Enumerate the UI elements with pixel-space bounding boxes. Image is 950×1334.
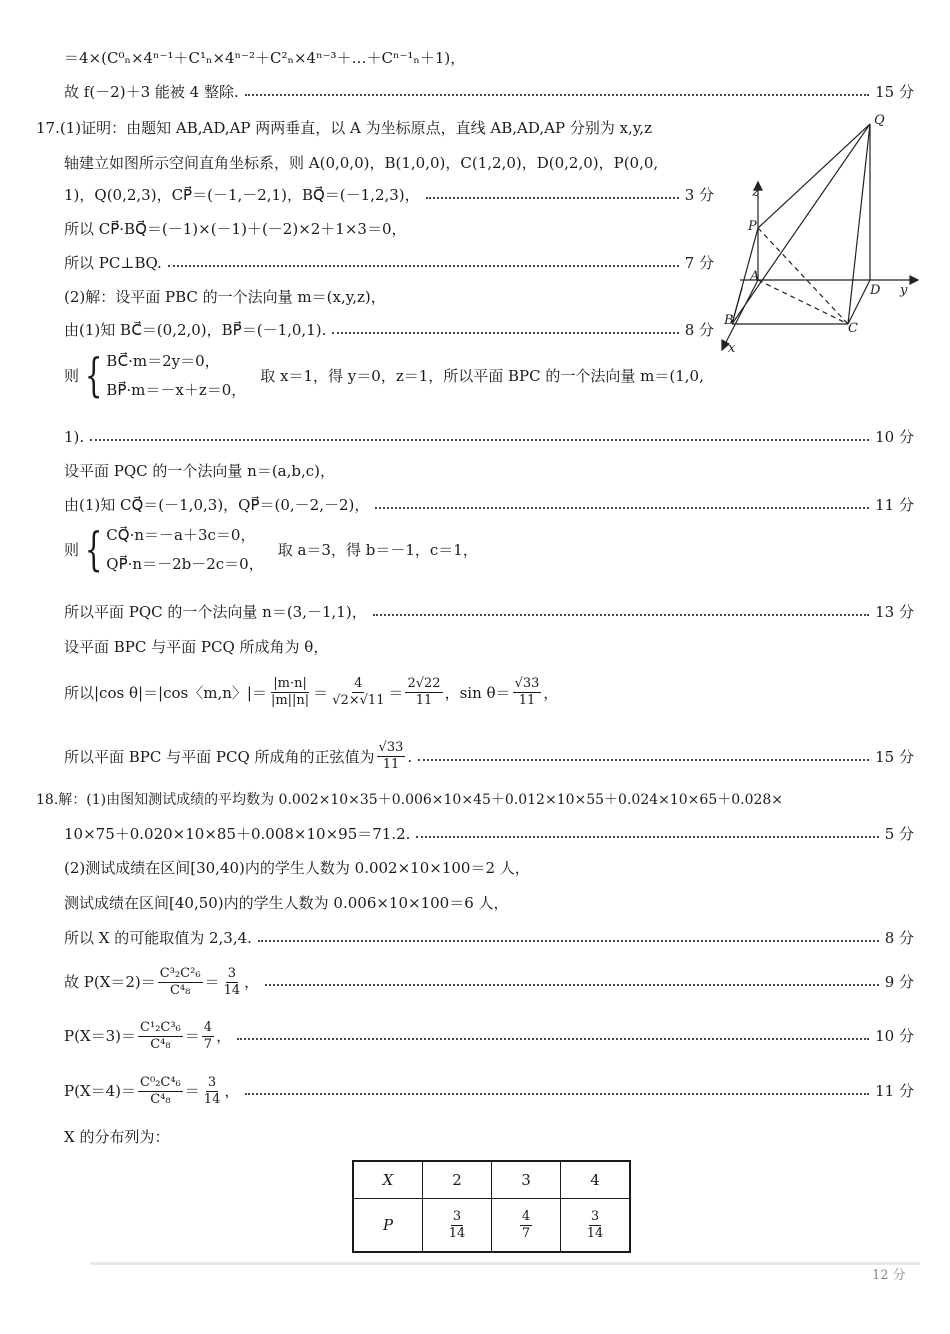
q17-line-6: (2)解：设平面 PBC 的一个法向量 m＝(x,y,z)， bbox=[64, 288, 386, 306]
fraction: $\frac{2√22}{11}$ bbox=[407, 676, 441, 708]
fraction: $\frac{4}{√2\times√11}$ bbox=[332, 676, 385, 708]
fraction: $\frac{3}{14}$ bbox=[203, 1074, 221, 1107]
q18-line-5: 所以 X 的可能取值为 2,3,4. 8 分 bbox=[64, 929, 914, 947]
label-d: D bbox=[870, 283, 881, 298]
label-q: Q bbox=[874, 113, 885, 128]
q17-line-13: 所以平面 BPC 与平面 PCQ 所成角的正弦值为 $\frac{√33}{11}$ . 15 分 bbox=[64, 740, 914, 772]
equation-system-1: 则 { BC⃗·m＝2y＝0， BP⃗·m＝－x＋z＝0， 取 x＝1，得 y＝0，z＝1，所以平面 BPC 的一个法向量 m＝(1,0, bbox=[64, 348, 704, 402]
q18-line-2: 10×75＋0.020×10×85＋0.008×10×95＝71.2. 5 分 bbox=[64, 825, 914, 843]
label-z: z bbox=[752, 185, 759, 200]
brace-icon: { bbox=[84, 522, 103, 576]
q18-line-1: 18.解：(1)由图知测试成绩的平均数为 0.002×10×35＋0.006×10×45＋0.012×10×55＋0.024×10×65＋0.028× bbox=[36, 792, 784, 808]
fraction: $\frac{\text{C¹₂C³₆}}{\text{C⁴₈}}$ bbox=[140, 1019, 181, 1052]
prob-x3: P(X＝3)＝ $\frac{\text{C¹₂C³₆}}{\text{C⁴₈}}$ ＝ $\frac{4}{7}$ ， 10 分 bbox=[64, 1019, 914, 1052]
cosine-formula: 所以|cos θ|＝|cos〈m,n〉|＝ $\frac{|m\cdot n|}{|m||n|}$ ＝ $\frac{4}{√2\times√11}$ ＝ $\frac{2√22}{11}$ ，sin θ＝ $\frac{√33}{11}$ ， bbox=[64, 676, 559, 708]
distribution-table bbox=[352, 1160, 631, 1253]
table-row: P $\frac{3}{14}$ $\frac{4}{7}$ $\frac{3}{14}$ bbox=[353, 1199, 630, 1253]
fraction: $\frac{\text{C⁰₂C⁴₆}}{\text{C⁴₈}}$ bbox=[140, 1074, 181, 1107]
q17-line-9: 设平面 PQC 的一个法向量 n＝(a,b,c)， bbox=[64, 462, 336, 480]
fraction: $\frac{\text{C³₂C²₆}}{\text{C⁴₈}}$ bbox=[159, 965, 201, 998]
q17-line-8: 1). 10 分 bbox=[64, 428, 914, 446]
geometry-figure bbox=[710, 110, 930, 360]
fraction: $\frac{|m\cdot n|}{|m||n|}$ bbox=[270, 676, 310, 708]
q17-line-12: 设平面 BPC 与平面 PCQ 所成角为 θ， bbox=[64, 638, 329, 656]
fraction: $\frac{4}{7}$ bbox=[203, 1019, 213, 1052]
prob-x2: 故 P(X＝2)＝ $\frac{\text{C³₂C²₆}}{\text{C⁴₈}}$ ＝ $\frac{3}{14}$ ， 9 分 bbox=[64, 965, 914, 998]
fraction: $\frac{√33}{11}$ bbox=[378, 740, 404, 772]
label-y: y bbox=[900, 283, 908, 298]
label-x: x bbox=[728, 341, 736, 356]
page-cut-edge bbox=[90, 1262, 920, 1265]
fraction: $\frac{3}{14}$ bbox=[223, 965, 241, 998]
q17-line-4: 所以 CP⃗·BQ⃗＝(－1)×(－1)＋(－2)×2＋1×3＝0， bbox=[64, 220, 407, 238]
q17-line-3: 1)，Q(0,2,3)，CP⃗＝(－1,－2,1)，BQ⃗＝(－1,2,3)， 3 分 bbox=[64, 186, 714, 204]
label-p: P bbox=[748, 219, 757, 234]
equation-system-2: 则 { CQ⃗·n＝－a＋3c＝0， QP⃗·n＝－2b－2c＝0， 取 a＝3，得 b＝－1，c＝1， bbox=[64, 522, 478, 576]
q18-line-3: (2)测试成绩在区间[30,40)内的学生人数为 0.002×10×100＝2 人， bbox=[64, 859, 530, 877]
q17-line-10: 由(1)知 CQ⃗＝(－1,0,3)，QP⃗＝(0,－2,－2)， 11 分 bbox=[64, 496, 914, 514]
label-b: B bbox=[724, 313, 734, 328]
brace-icon: { bbox=[84, 348, 103, 402]
q18-line-6: X 的分布列为： bbox=[64, 1128, 170, 1146]
q17-line-7: 由(1)知 BC⃗＝(0,2,0)，BP⃗＝(－1,0,1). 8 分 bbox=[64, 321, 714, 339]
q17-line-1: 17.(1)证明：由题知 AB,AD,AP 两两垂直，以 A 为坐标原点，直线 AB,AD,AP 分别为 x,y,z bbox=[36, 119, 652, 137]
q17-line-5: 所以 PC⊥BQ. 7 分 bbox=[64, 254, 714, 272]
score-cut: 12 分 bbox=[872, 1268, 906, 1283]
q17-line-2: 轴建立如图所示空间直角坐标系，则 A(0,0,0)，B(1,0,0)，C(1,2,0)，D(0,2,0)，P(0,0, bbox=[64, 154, 659, 172]
table-row: X 2 3 4 bbox=[353, 1161, 630, 1199]
line-expansion: ＝4×(C⁰ₙ×4ⁿ⁻¹＋C¹ₙ×4ⁿ⁻²＋C²ₙ×4ⁿ⁻³＋…＋Cⁿ⁻¹ₙ＋1)， bbox=[64, 49, 466, 67]
q17-line-11: 所以平面 PQC 的一个法向量 n＝(3,－1,1)， 13 分 bbox=[64, 603, 914, 621]
line-divisible: 故 f(－2)＋3 能被 4 整除. 15 分 bbox=[64, 83, 914, 101]
label-a: A bbox=[750, 269, 760, 284]
prob-x4: P(X＝4)＝ $\frac{\text{C⁰₂C⁴₆}}{\text{C⁴₈}}$ ＝ $\frac{3}{14}$ ， 11 分 bbox=[64, 1074, 914, 1107]
label-c: C bbox=[848, 321, 858, 336]
score: 15 分 bbox=[875, 83, 914, 101]
q18-line-4: 测试成绩在区间[40,50)内的学生人数为 0.006×10×100＝6 人， bbox=[64, 894, 509, 912]
fraction: $\frac{√33}{11}$ bbox=[514, 676, 540, 708]
